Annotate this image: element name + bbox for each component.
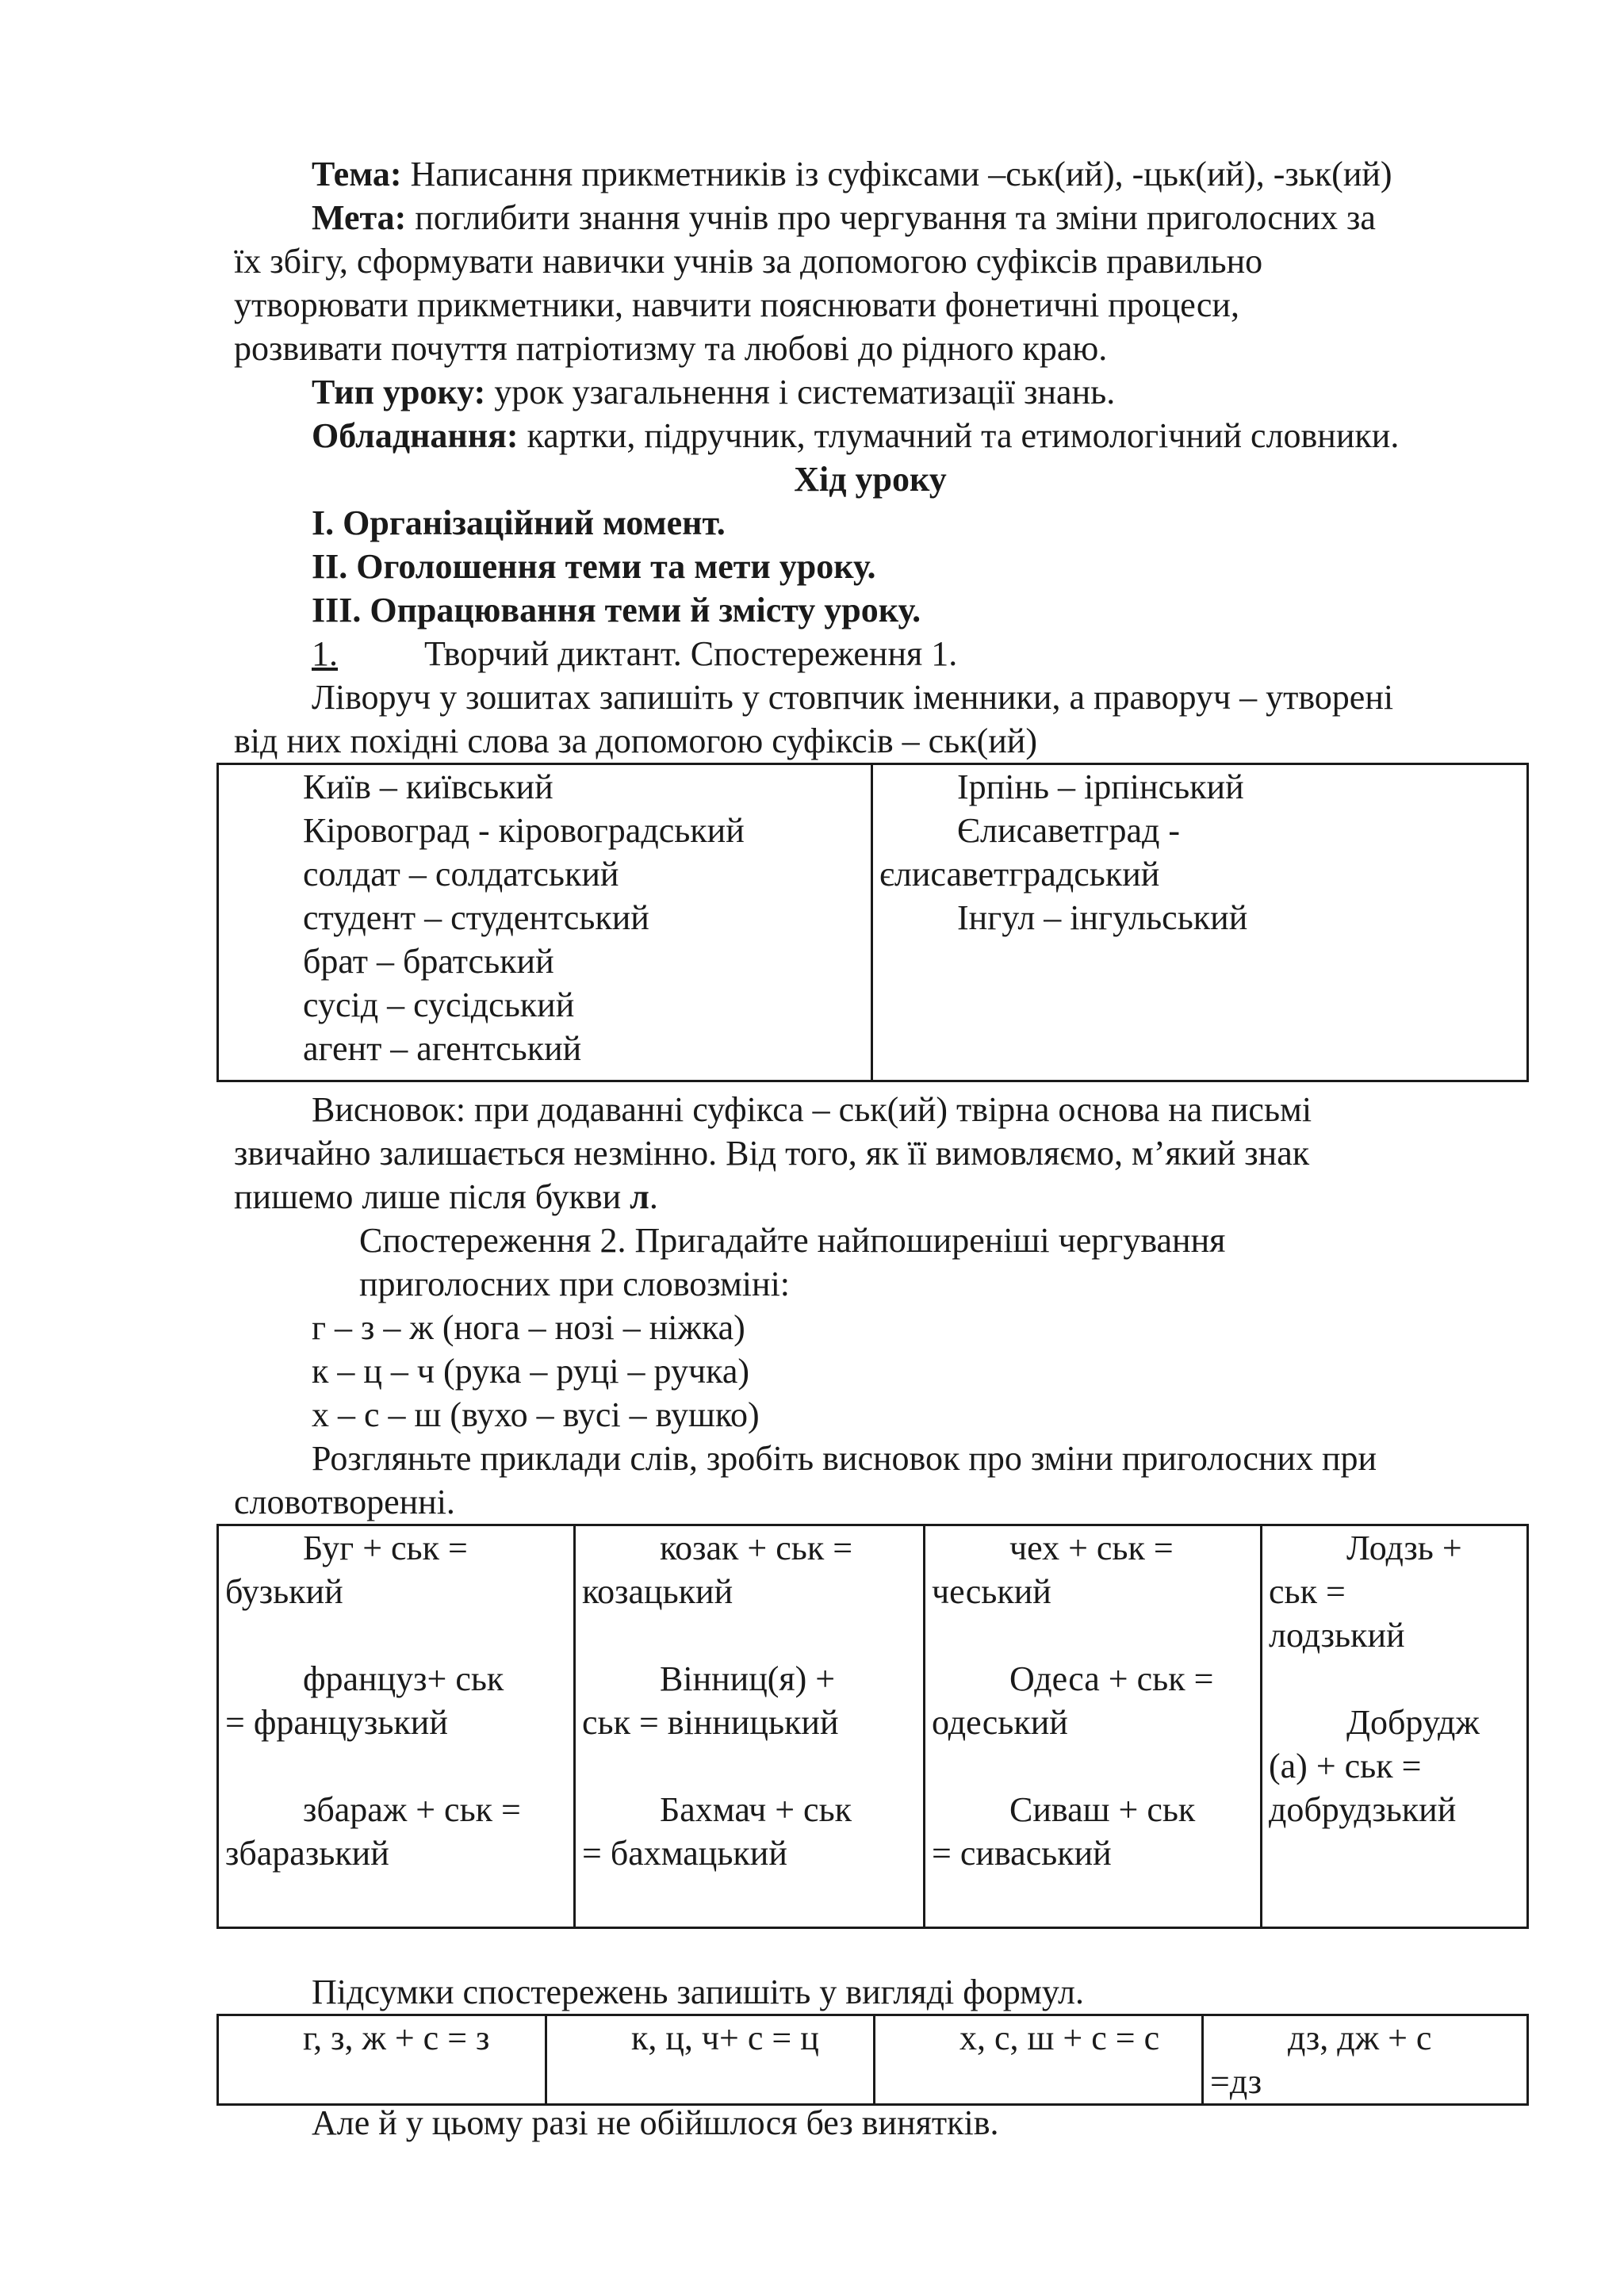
cell-line: добрудзький	[1269, 1790, 1457, 1829]
equipment-label: Обладнання:	[312, 416, 519, 455]
cell-line: Бахмач + ськ	[660, 1790, 852, 1829]
list-item: солдат – солдатський	[303, 855, 619, 894]
observation2-line-1: Спостереження 2. Пригадайте найпоширеніші чергування	[359, 1221, 1226, 1260]
cell-line: ськ = вінницький	[582, 1703, 839, 1742]
formula-cell-2	[546, 2015, 875, 2105]
table-cell-col1	[218, 1525, 575, 1928]
conclusion-line-2: звичайно залишається незмінно. Від того, як її вимовляємо, м’який знак	[234, 1134, 1310, 1173]
section-heading-3: ІІІ. Опрацювання теми й змісту уроку.	[312, 591, 921, 629]
cell-line: Сиваш + ськ	[1009, 1790, 1196, 1829]
lesson-type-label: Тип уроку:	[312, 373, 486, 411]
conclusion-line-1: Висновок: при додаванні суфікса – ськ(ий) твірна основа на письмі	[312, 1090, 1312, 1129]
task-line-2: словотворенні.	[234, 1483, 455, 1521]
list-item: брат – братський	[303, 942, 554, 981]
cell-line: Добрудж	[1346, 1703, 1480, 1742]
table-cell-col4	[1262, 1525, 1528, 1928]
table-row	[218, 1525, 1528, 1928]
lesson-type-text: урок узагальнення і систематизації знань.	[485, 373, 1116, 411]
cell-line: Вінниц(я) +	[660, 1659, 836, 1698]
equipment-line	[234, 414, 1584, 457]
instruction-line-2: від них похідні слова за допомогою суфіксів – ськ(ий)	[234, 721, 1037, 760]
goal-line-1	[234, 196, 1584, 239]
adjective-pairs-table	[216, 763, 1529, 1082]
goal-line-4: розвивати почуття патріотизму та любові до рідного краю.	[234, 329, 1108, 368]
cell-line: Одеса + ськ =	[1009, 1659, 1214, 1698]
cell-line: одеський	[932, 1703, 1068, 1742]
formula-text-line2: =дз	[1210, 2062, 1262, 2101]
cell-line: ськ =	[1269, 1572, 1346, 1611]
cell-line: чех + ськ =	[1009, 1529, 1174, 1567]
cell-line	[932, 1744, 1254, 1788]
formula-text: к, ц, ч+ с = ц	[631, 2019, 819, 2057]
cell-line	[225, 1613, 567, 1657]
conclusion-prefix: пишемо лише після букви	[234, 1177, 630, 1216]
list-item: Ірпінь – ірпінський	[957, 767, 1244, 806]
topic-label: Тема:	[312, 155, 402, 193]
cell-line: козацький	[582, 1572, 733, 1611]
conclusion-letter: л	[630, 1177, 649, 1216]
section-heading-1: І. Організаційний момент.	[312, 503, 726, 542]
cell-line: Буг + ськ =	[303, 1529, 468, 1567]
formula-table	[216, 2014, 1529, 2106]
table-cell-col2	[575, 1525, 925, 1928]
lesson-type-line	[234, 370, 1584, 414]
goal-line-3: утворювати прикметники, навчити пояснювати фонетичні процеси,	[234, 285, 1239, 324]
dictation-item	[234, 632, 1584, 675]
task-line-1: Розгляньте приклади слів, зробіть висновок про зміни приголосних при	[312, 1439, 1377, 1478]
topic-line	[234, 152, 1584, 196]
cell-line: збараж + ськ =	[303, 1790, 521, 1829]
dictation-item-number: 1.	[312, 634, 338, 673]
goal-label: Мета:	[312, 198, 407, 237]
lesson-heading: Хід уроку	[794, 460, 947, 499]
conclusion-suffix: .	[649, 1177, 658, 1216]
cell-line	[225, 1744, 567, 1788]
dictation-item-text: Творчий диктант. Спостереження 1.	[424, 634, 958, 673]
summary-line: Підсумки спостережень запишіть у вигляді формул.	[312, 1973, 1084, 2011]
table-cell-left	[218, 764, 872, 1081]
list-item: Київ – київський	[303, 767, 553, 806]
formula-cell-4	[1203, 2015, 1528, 2105]
cell-line	[582, 1613, 917, 1657]
cell-line: = сиваський	[932, 1834, 1112, 1873]
topic-text: Написання прикметників із суфіксами –ськ(ий), -цьк(ий), -зьк(ий)	[401, 155, 1392, 193]
cell-line: бузький	[225, 1572, 343, 1611]
table-row	[218, 764, 1528, 1081]
list-item: сусід – сусідський	[303, 985, 575, 1024]
cell-line: лодзький	[1269, 1616, 1405, 1655]
table-row	[218, 2015, 1528, 2105]
cell-line: чеський	[932, 1572, 1051, 1611]
goal-text-1: поглибити знання учнів про чергування та зміни приголосних за	[406, 198, 1376, 237]
formula-text: х, с, ш + с = с	[959, 2019, 1160, 2057]
formula-cell-1	[218, 2015, 546, 2105]
alternation-line-1: г – з – ж (нога – нозі – ніжка)	[312, 1308, 745, 1347]
cell-line: збаразький	[225, 1834, 389, 1873]
table-cell-right	[872, 764, 1528, 1081]
cell-line: = французький	[225, 1703, 448, 1742]
list-item: студент – студентський	[303, 898, 649, 937]
cell-line: козак + ськ =	[660, 1529, 853, 1567]
cell-line: = бахмацький	[582, 1834, 787, 1873]
list-item: єлисаветградський	[879, 855, 1160, 894]
goal-line-2: їх збігу, сформувати навички учнів за допомогою суфіксів правильно	[234, 242, 1263, 281]
observation2-line-2: приголосних при словозміні:	[359, 1265, 791, 1303]
instruction-line-1: Ліворуч у зошитах запишіть у стовпчик іменники, а праворуч – утворені	[312, 678, 1394, 717]
formula-cell-3	[875, 2015, 1203, 2105]
alternation-line-3: х – с – ш (вухо – вусі – вушко)	[312, 1395, 760, 1434]
conclusion-line-3	[234, 1175, 1507, 1219]
cell-line: француз+ ськ	[303, 1659, 504, 1698]
list-item: Кіровоград - кіровоградський	[303, 811, 745, 850]
cell-line: Лодзь +	[1346, 1529, 1462, 1567]
section-heading-2: ІІ. Оголошення теми та мети уроку.	[312, 547, 876, 586]
alternation-line-2: к – ц – ч (рука – руці – ручка)	[312, 1352, 749, 1391]
list-item: Єлисаветград -	[957, 811, 1181, 850]
table-cell-col3	[925, 1525, 1262, 1928]
cell-line	[1269, 1657, 1520, 1701]
cell-line	[932, 1613, 1254, 1657]
cell-line: (а) + ськ =	[1269, 1747, 1422, 1785]
formula-text: дз, дж + с	[1288, 2019, 1432, 2057]
equipment-text: картки, підручник, тлумачний та етимологічний словники.	[518, 416, 1400, 455]
consonant-change-table	[216, 1524, 1529, 1929]
cell-line	[582, 1744, 917, 1788]
formula-text: г, з, ж + с = з	[303, 2019, 490, 2057]
closing-line: Але й у цьому разі не обійшлося без винятків.	[312, 2103, 999, 2142]
list-item: Інгул – інгульський	[957, 898, 1248, 937]
list-item: агент – агентський	[303, 1029, 582, 1068]
